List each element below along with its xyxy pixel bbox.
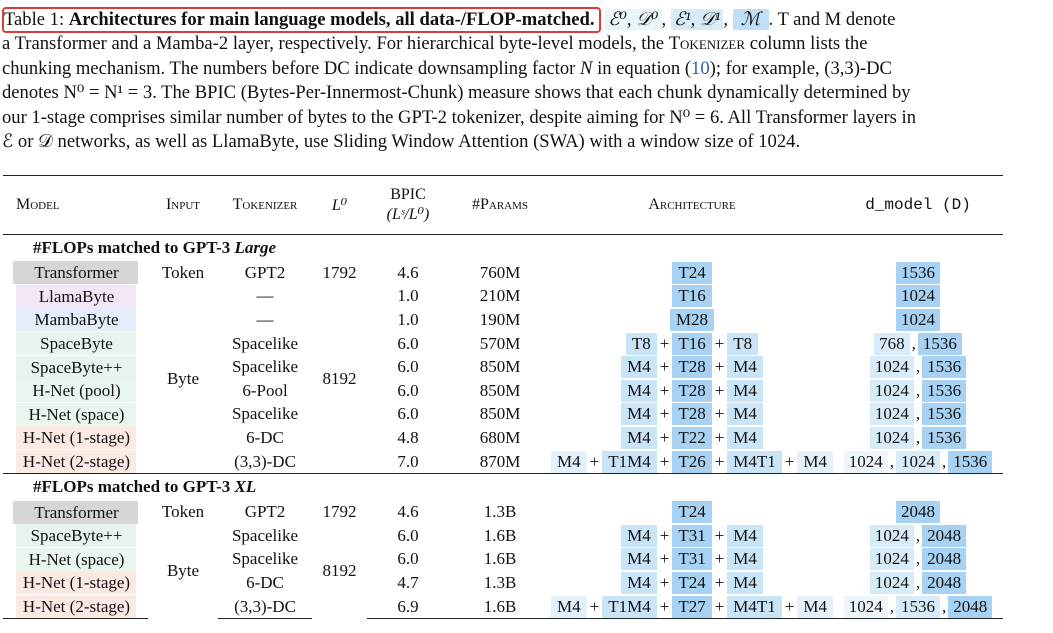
architecture-cell — [551, 450, 833, 474]
dmodel-cell — [833, 261, 1003, 285]
dmodel-comma: , — [915, 549, 921, 569]
dmodel-comma: , — [915, 427, 921, 447]
architecture-cell — [551, 524, 833, 548]
bpic-cell: 6.0 — [397, 333, 419, 353]
group-title-suffix: Large — [234, 238, 277, 257]
dmodel-value: 2048 — [922, 548, 966, 570]
arch-plus: + — [659, 404, 670, 424]
bpic-cell: 7.0 — [397, 451, 419, 471]
caption-line-1: Table 1: Architectures for main language models, all data-/FLOP-matched. ℰ⁰, 𝒟⁰ , ℰ¹, 𝒟¹ , ℳ . T and M denote — [2, 8, 1042, 32]
arch-block: M4 — [621, 525, 657, 547]
architecture-table — [3, 175, 1003, 619]
model-name: H-Net (space) — [16, 403, 136, 426]
dmodel-cell — [833, 403, 1003, 427]
dmodel-comma: , — [942, 596, 947, 616]
model-name: LlamaByte — [16, 285, 136, 308]
params-cell: 190M — [479, 309, 521, 329]
arch-block: T31 — [672, 525, 711, 547]
group-title — [3, 474, 1003, 501]
params-cell: 850M — [479, 357, 521, 377]
tokenizer-cell: Spacelike — [231, 404, 299, 424]
caption-line3-a: chunking mechanism. The numbers before DC indicate downsampling factor — [2, 57, 576, 79]
dmodel-value: 1024 — [844, 596, 888, 618]
header-bpic-title: BPIC — [390, 186, 426, 203]
dmodel-value: 1024 — [870, 356, 914, 378]
arch-block: M28 — [670, 309, 714, 331]
l0-cell: 1792 — [322, 502, 357, 522]
tokenizer-cell: Spacelike — [231, 333, 299, 353]
model-cell — [3, 500, 148, 524]
dmodel-value: 768 — [874, 333, 910, 355]
model-cell — [3, 450, 148, 474]
model-cell — [3, 548, 148, 572]
arch-plus: + — [659, 357, 670, 377]
main-network-symbol: ℳ — [733, 9, 769, 30]
dmodel-value: 2048 — [948, 596, 992, 618]
dmodel-comma: , — [915, 357, 921, 377]
dmodel-cell — [833, 308, 1003, 332]
caption-line3-c: ); for example, (3,3)-DC — [709, 57, 892, 79]
arch-plus: + — [714, 451, 725, 471]
params-cell: 680M — [479, 427, 521, 447]
caption-line2-text: a Transformer and a Mamba-2 layer, respectively. For hierarchical byte-level models, the — [2, 33, 665, 55]
arch-plus: + — [659, 549, 670, 569]
caption-line1-tail: . T and M denote — [768, 9, 896, 30]
model-name: Transformer — [13, 261, 138, 284]
model-cell — [3, 332, 148, 356]
input-cell-byte: Byte — [166, 561, 200, 581]
table-caption — [2, 8, 1042, 154]
tokenizer-cell: (3,3)-DC — [234, 451, 296, 471]
arch-block: T8 — [727, 333, 758, 355]
arch-plus: + — [659, 427, 670, 447]
arch-block: M4T1 — [727, 596, 782, 618]
model-cell — [3, 426, 148, 450]
caption-line-6: ℰ or 𝒟 networks, as well as LlamaByte, use Sliding Window Attention (SWA) with a window size of 1024. — [2, 130, 801, 152]
architecture-cell — [551, 261, 833, 285]
caption-line-2 — [2, 32, 1042, 56]
dmodel-cell — [833, 379, 1003, 403]
arch-plus: + — [714, 404, 725, 424]
input-cell: Token — [161, 502, 205, 522]
arch-plus: + — [784, 451, 795, 471]
dmodel-value: 1536 — [896, 596, 940, 618]
header-l0: L⁰ — [312, 176, 367, 235]
params-cell: 1.3B — [483, 502, 517, 522]
arch-plus: + — [714, 333, 725, 353]
caption-line2-tail: column lists the — [749, 33, 868, 55]
dmodel-value: 1536 — [922, 403, 966, 425]
dmodel-comma: , — [915, 404, 921, 424]
bpic-cell: 6.0 — [397, 404, 419, 424]
params-cell: 850M — [479, 380, 521, 400]
bpic-cell: 1.0 — [397, 286, 419, 306]
header-input: Input — [148, 176, 218, 235]
tokenizer-cell: Spacelike — [231, 525, 299, 545]
dmodel-value: 2048 — [896, 501, 940, 523]
dmodel-comma: , — [911, 333, 916, 353]
arch-block: M4 — [727, 572, 763, 594]
header-architecture: Architecture — [551, 176, 833, 235]
arch-block: T28 — [672, 403, 711, 425]
arch-plus: + — [714, 380, 725, 400]
tokenizer-cell: 6-DC — [246, 572, 284, 592]
model-name: H-Net (pool) — [16, 379, 136, 402]
caption-line-3 — [2, 57, 1042, 81]
table-row — [3, 500, 1003, 524]
dmodel-comma: , — [942, 451, 947, 471]
arch-block: T24 — [672, 262, 711, 284]
header-tokenizer: Tokenizer — [218, 176, 312, 235]
group-title-prefix: #FLOPs matched to GPT-3 — [33, 477, 231, 497]
dmodel-cell — [833, 450, 1003, 474]
params-cell: 870M — [479, 451, 521, 471]
arch-block: M4 — [621, 572, 657, 594]
model-cell — [3, 595, 148, 619]
arch-block: M4 — [551, 596, 587, 618]
arch-block: T27 — [672, 596, 711, 618]
model-cell — [3, 355, 148, 379]
arch-plus: + — [714, 525, 725, 545]
model-cell — [3, 308, 148, 332]
architecture-cell — [551, 285, 833, 309]
arch-plus: + — [659, 525, 670, 545]
arch-plus: + — [589, 596, 600, 616]
dmodel-cell — [833, 285, 1003, 309]
dmodel-cell — [833, 548, 1003, 572]
group-title — [3, 235, 1003, 262]
equation-ref-link[interactable]: 10 — [691, 57, 710, 79]
arch-block: T24 — [672, 572, 711, 594]
input-cell-byte: Byte — [166, 368, 200, 388]
arch-block: M4 — [797, 451, 833, 473]
arch-block: T31 — [672, 548, 711, 570]
tokenizer-cell: 6-DC — [246, 427, 284, 447]
inner-stage-symbol: ℰ¹, 𝒟¹ — [671, 9, 724, 30]
dmodel-comma: , — [915, 380, 921, 400]
arch-block: M4 — [727, 525, 763, 547]
arch-block: T1M4 — [602, 451, 657, 473]
model-cell — [3, 285, 148, 309]
group-title-prefix: #FLOPs matched to GPT-3 — [33, 238, 231, 257]
arch-plus: + — [589, 451, 600, 471]
bpic-cell: 1.0 — [397, 309, 419, 329]
header-bpic-ratio: (Lˢ/L⁰) — [386, 206, 430, 223]
params-cell: 850M — [479, 404, 521, 424]
dmodel-cell — [833, 332, 1003, 356]
params-cell: 760M — [479, 262, 521, 282]
header-bpic — [367, 176, 449, 235]
caption-label: Table 1: — [4, 9, 65, 30]
model-cell — [3, 261, 148, 285]
arch-plus: + — [714, 549, 725, 569]
dmodel-value: 1536 — [922, 356, 966, 378]
caption-tokenizer-term: Tokenizer — [668, 33, 746, 55]
arch-block: T16 — [672, 285, 711, 307]
header-dmodel: d_model (D) — [833, 176, 1003, 235]
dmodel-cell — [833, 595, 1003, 619]
bpic-cell: 4.7 — [397, 572, 419, 592]
l0-cell-byte: 8192 — [322, 561, 357, 581]
tokenizer-cell: GPT2 — [244, 502, 286, 522]
tokenizer-cell: — — [256, 286, 274, 306]
arch-block: T16 — [672, 333, 711, 355]
outer-stage-symbol: ℰ⁰, 𝒟⁰ — [605, 9, 661, 30]
group-header-row — [3, 474, 1003, 501]
dmodel-value: 1024 — [870, 572, 914, 594]
l0-cell-byte: 8192 — [322, 368, 357, 388]
model-name: SpaceByte++ — [16, 524, 136, 547]
arch-plus: + — [784, 596, 795, 616]
params-cell: 210M — [479, 286, 521, 306]
dmodel-value: 2048 — [922, 525, 966, 547]
model-cell — [3, 403, 148, 427]
model-cell — [3, 571, 148, 595]
arch-block: M4 — [797, 596, 833, 618]
caption-line-5: our 1-stage comprises similar number of bytes to the GPT-2 tokenizer, despite aiming for N⁰ = 6. All Transformer layers in — [2, 106, 917, 128]
architecture-cell — [551, 595, 833, 619]
params-cell: 570M — [479, 333, 521, 353]
architecture-cell — [551, 308, 833, 332]
tokenizer-cell: — — [256, 309, 274, 329]
bpic-cell: 6.0 — [397, 525, 419, 545]
arch-plus: + — [659, 596, 670, 616]
dmodel-cell — [833, 355, 1003, 379]
tokenizer-cell: Spacelike — [231, 357, 299, 377]
dmodel-value: 1024 — [896, 285, 940, 307]
arch-block: T1M4 — [602, 596, 657, 618]
arch-block: M4 — [621, 427, 657, 449]
group-title-suffix: XL — [234, 477, 257, 497]
bpic-cell: 6.0 — [397, 357, 419, 377]
bpic-cell: 4.6 — [397, 502, 419, 522]
table-header-row — [3, 176, 1003, 235]
l0-cell: 1792 — [322, 262, 357, 282]
tokenizer-cell: GPT2 — [244, 262, 286, 282]
model-name: MambaByte — [16, 308, 136, 331]
architecture-cell — [551, 403, 833, 427]
dmodel-comma: , — [915, 525, 921, 545]
model-name: H-Net (1-stage) — [16, 426, 136, 449]
table-row — [3, 261, 1003, 285]
arch-block: M4 — [727, 356, 763, 378]
model-name: SpaceByte++ — [16, 356, 136, 379]
model-name: H-Net (2-stage) — [16, 450, 136, 473]
table-row — [3, 285, 1003, 309]
architecture-cell — [551, 500, 833, 524]
arch-block: T26 — [672, 451, 711, 473]
dmodel-comma: , — [915, 572, 921, 592]
dmodel-value: 1536 — [948, 451, 992, 473]
dmodel-cell — [833, 426, 1003, 450]
caption-factor-n: N — [580, 57, 593, 79]
dmodel-value: 1024 — [896, 309, 940, 331]
dmodel-value: 1024 — [896, 451, 940, 473]
arch-plus: + — [659, 572, 670, 592]
dmodel-value: 1536 — [918, 333, 962, 355]
arch-plus: + — [659, 451, 670, 471]
params-cell: 1.6B — [483, 525, 517, 545]
dmodel-value: 1536 — [922, 380, 966, 402]
dmodel-value: 1024 — [870, 380, 914, 402]
dmodel-value: 1024 — [870, 403, 914, 425]
caption-line3-b: in equation ( — [597, 57, 692, 79]
model-cell — [3, 379, 148, 403]
dmodel-value: 1536 — [922, 427, 966, 449]
tokenizer-cell: Spacelike — [231, 549, 299, 569]
model-name: Transformer — [13, 501, 138, 524]
bpic-cell: 4.8 — [397, 427, 419, 447]
arch-plus: + — [714, 572, 725, 592]
dmodel-value: 1024 — [870, 427, 914, 449]
table-row — [3, 524, 1003, 548]
arch-plus: + — [659, 333, 670, 353]
group-header-row — [3, 235, 1003, 262]
arch-plus: + — [714, 427, 725, 447]
architecture-cell — [551, 548, 833, 572]
params-cell: 1.6B — [449, 595, 551, 619]
model-name: H-Net (2-stage) — [16, 595, 136, 618]
dmodel-comma: , — [889, 451, 894, 471]
dmodel-cell — [833, 571, 1003, 595]
arch-plus: + — [714, 357, 725, 377]
arch-block: M4 — [621, 548, 657, 570]
model-cell — [3, 524, 148, 548]
arch-block: M4 — [621, 356, 657, 378]
bpic-cell: 4.6 — [397, 262, 419, 282]
dmodel-cell — [833, 524, 1003, 548]
arch-block: M4T1 — [727, 451, 782, 473]
arch-block: M4 — [727, 380, 763, 402]
architecture-cell — [551, 426, 833, 450]
arch-block: M4 — [621, 403, 657, 425]
arch-block: T22 — [672, 427, 711, 449]
architecture-cell — [551, 379, 833, 403]
dmodel-cell — [833, 500, 1003, 524]
arch-plus: + — [659, 380, 670, 400]
architecture-cell — [551, 571, 833, 595]
arch-block: M4 — [727, 427, 763, 449]
dmodel-value: 2048 — [922, 572, 966, 594]
model-name: H-Net (1-stage) — [16, 571, 136, 594]
arch-block: T24 — [672, 501, 711, 523]
model-name: H-Net (space) — [16, 548, 136, 571]
arch-block: T8 — [626, 333, 657, 355]
dmodel-value: 1024 — [870, 525, 914, 547]
arch-block: T28 — [672, 380, 711, 402]
caption-title: Architectures for main language models, all data-/FLOP-matched. — [68, 9, 595, 30]
arch-plus: + — [714, 596, 725, 616]
arch-block: M4 — [551, 451, 587, 473]
dmodel-value: 1024 — [870, 548, 914, 570]
arch-block: T28 — [672, 356, 711, 378]
header-params: #Params — [449, 176, 551, 235]
tokenizer-cell: 6-Pool — [242, 380, 288, 400]
params-cell: 1.6B — [483, 549, 517, 569]
dmodel-value: 1024 — [844, 451, 888, 473]
dmodel-value: 1536 — [896, 262, 940, 284]
params-cell: 1.3B — [483, 572, 517, 592]
caption-title-highlight — [2, 7, 601, 33]
arch-block: M4 — [621, 380, 657, 402]
table-body — [3, 235, 1003, 619]
arch-block: M4 — [727, 403, 763, 425]
bpic-cell: 6.0 — [397, 549, 419, 569]
dmodel-comma: , — [889, 596, 894, 616]
tokenizer-cell: (3,3)-DC — [218, 595, 312, 619]
bpic-cell: 6.9 — [367, 595, 449, 619]
arch-block: M4 — [727, 548, 763, 570]
model-name: SpaceByte — [16, 332, 136, 355]
caption-line-4: denotes N⁰ = N¹ = 3. The BPIC (Bytes-Per-Innermost-Chunk) measure shows that each chunk dynamically determined by — [2, 82, 911, 104]
header-model: Model — [3, 176, 148, 235]
architecture-cell — [551, 332, 833, 356]
architecture-cell — [551, 355, 833, 379]
bpic-cell: 6.0 — [397, 380, 419, 400]
input-cell: Token — [161, 262, 205, 282]
